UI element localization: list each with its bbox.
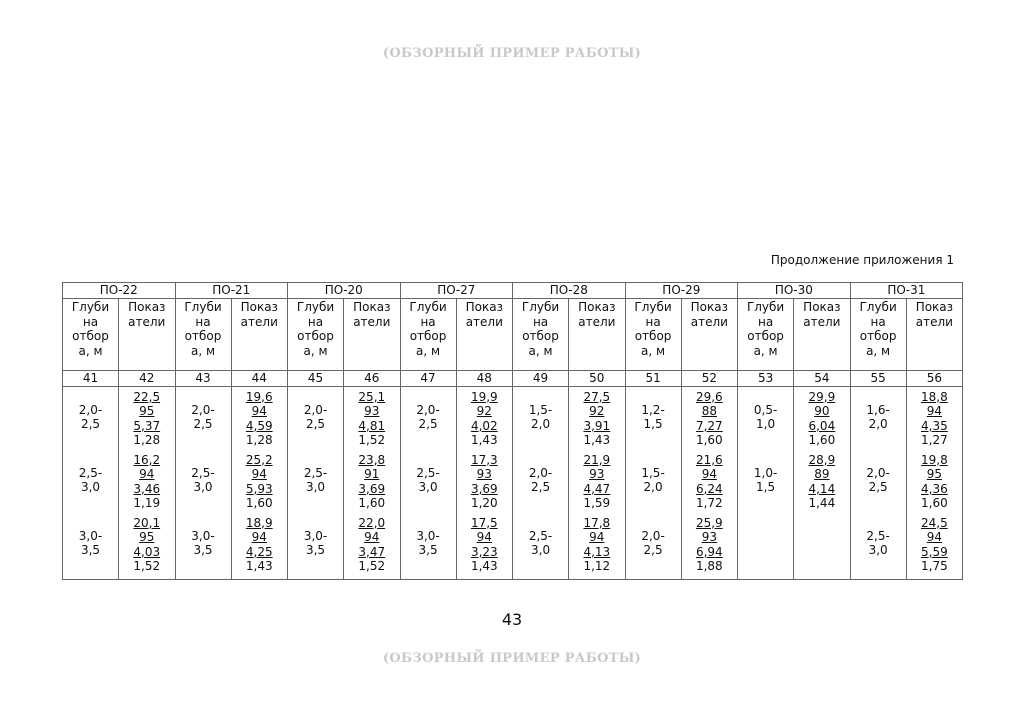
values-cell (344, 386, 401, 579)
indicators-header-line: Показ (915, 300, 954, 314)
indicators-header-line: Показ (803, 300, 841, 314)
indicator-value: 19,9 (470, 389, 498, 404)
depth-header-line: отбор (522, 329, 559, 343)
depth-cell (288, 386, 344, 579)
depth-header-line: а, м (78, 343, 103, 358)
indicator-values (121, 390, 173, 453)
indicator-values (459, 516, 511, 579)
depth-value: 3,5 (80, 543, 101, 557)
indicator-values (459, 453, 511, 516)
depth-header-line: на (757, 314, 774, 329)
indicator-value: 3,69 (358, 481, 386, 496)
indicators-header-line: атели (240, 314, 278, 329)
indicator-value: 6,94 (695, 544, 723, 559)
depth-value: 2,0- (528, 465, 553, 480)
depth-value: 1,5- (528, 402, 553, 417)
indicator-value: 5,93 (245, 481, 273, 496)
indicator-value: 3,47 (358, 544, 386, 559)
depth-header (288, 299, 344, 371)
indicators-header-line: Показ (465, 300, 503, 314)
indicator-value: 1,43 (583, 433, 611, 447)
station-name: ПО-31 (850, 283, 963, 299)
depth-value: 2,5- (416, 465, 440, 480)
indicators-header-line: атели (353, 314, 391, 329)
indicators-header-line: Показ (240, 300, 278, 314)
depth-value: 2,5 (643, 543, 663, 557)
depth-value: 2,0- (191, 402, 215, 417)
indicator-value: 22,0 (358, 515, 386, 530)
values-cell (569, 386, 626, 579)
depth-header-line: на (195, 314, 211, 329)
depth-value: 1,5- (641, 465, 665, 480)
indicator-values (459, 390, 511, 453)
column-number: 48 (456, 371, 513, 387)
depth-interval (515, 390, 566, 453)
indicators-header-line: Показ (578, 300, 616, 314)
indicator-value: 21,6 (695, 452, 723, 467)
depth-value: 2,0 (531, 417, 551, 431)
indicator-values (796, 390, 848, 453)
depth-value: 3,0 (193, 480, 213, 494)
indicator-value: 1,60 (808, 433, 836, 447)
indicator-value: 4,35 (921, 418, 948, 433)
indicator-value: 91 (364, 467, 380, 481)
station-name: ПО-22 (63, 283, 176, 299)
depth-value: 2,0- (303, 402, 328, 417)
depth-header-line: на (307, 314, 324, 329)
depth-interval (290, 390, 341, 453)
depth-value: 3,0 (305, 480, 326, 494)
values-cell (231, 386, 288, 579)
indicator-value: 4,14 (808, 481, 836, 496)
indicators-header-line: Показ (690, 300, 729, 314)
indicators-header-line: атели (128, 314, 166, 329)
depth-header-line: отбор (184, 329, 222, 343)
depth-header-line: а, м (416, 343, 441, 358)
indicator-value: 94 (926, 530, 942, 544)
indicators-header-line: атели (578, 314, 616, 329)
indicator-value: 94 (701, 467, 717, 481)
depth-header (513, 299, 569, 371)
indicator-value: 23,8 (358, 452, 386, 467)
indicators-header (569, 299, 626, 371)
depth-value: 3,0- (191, 528, 215, 543)
depth-header-line: Глуби (71, 300, 110, 314)
indicator-values (346, 453, 398, 516)
depth-header (738, 299, 794, 371)
depth-cell (850, 386, 906, 579)
column-number: 56 (906, 371, 963, 387)
depth-interval (65, 516, 116, 579)
depth-value: 3,0 (531, 543, 551, 557)
depth-header-line: а, м (303, 343, 328, 358)
indicator-value: 4,59 (245, 418, 273, 433)
depth-value: 2,0- (866, 465, 890, 480)
depth-interval (853, 390, 904, 453)
depth-header (850, 299, 906, 371)
indicator-value: 94 (139, 467, 155, 481)
indicator-value: 19,8 (921, 452, 948, 467)
indicator-value: 6,24 (695, 481, 723, 496)
indicator-value: 1,52 (358, 433, 386, 447)
column-number: 44 (231, 371, 288, 387)
depth-header-line: отбор (409, 329, 447, 343)
indicator-value: 1,12 (583, 559, 611, 573)
depth-header-line: отбор (72, 329, 109, 343)
indicator-value: 4,81 (358, 418, 386, 433)
depth-header (400, 299, 456, 371)
indicator-value: 93 (589, 467, 605, 481)
indicator-value: 94 (926, 404, 942, 418)
station-name: ПО-27 (400, 283, 513, 299)
indicator-value: 22,5 (133, 389, 161, 404)
indicators-header (456, 299, 513, 371)
indicator-value: 1,60 (358, 496, 386, 510)
indicators-header-line: атели (690, 314, 728, 329)
depth-header-line: Глуби (409, 300, 447, 314)
station-header-row (63, 283, 963, 299)
depth-value: 1,5 (643, 417, 663, 431)
indicator-values (684, 390, 736, 453)
indicator-value: 1,43 (245, 559, 273, 573)
depth-value: 2,5- (78, 465, 103, 480)
column-number-row (63, 371, 963, 387)
depth-interval (515, 516, 566, 579)
indicator-value: 94 (251, 404, 267, 418)
indicator-value: 24,5 (921, 515, 948, 530)
depth-interval (740, 453, 791, 516)
depth-value: 2,5 (305, 417, 326, 431)
depth-value: 3,0- (303, 528, 328, 543)
indicator-value: 1,75 (921, 559, 948, 573)
depth-header-line: а, м (866, 343, 891, 358)
indicator-values (909, 453, 961, 516)
indicator-values (234, 390, 286, 453)
indicator-value: 29,6 (695, 389, 723, 404)
indicators-header (794, 299, 851, 371)
indicator-value: 1,52 (133, 559, 161, 573)
depth-value: 0,5- (753, 402, 778, 417)
depth-value: 2,0 (868, 417, 888, 431)
indicator-value: 95 (926, 467, 942, 481)
column-number: 49 (513, 371, 569, 387)
depth-header-line: Глуби (296, 300, 335, 314)
soil-data-table-container (62, 282, 962, 580)
column-number: 43 (175, 371, 231, 387)
indicator-value: 18,8 (921, 389, 948, 404)
indicators-header (681, 299, 738, 371)
indicators-header-line: Показ (353, 300, 391, 314)
indicator-value: 3,69 (470, 481, 498, 496)
column-number: 42 (119, 371, 176, 387)
depth-interval (853, 453, 904, 516)
indicator-value: 90 (814, 404, 830, 418)
depth-interval (628, 453, 679, 516)
indicator-values (909, 390, 961, 453)
depth-header-line: на (82, 314, 99, 329)
depth-header-line: на (645, 314, 661, 329)
indicator-value: 1,60 (245, 496, 273, 510)
depth-interval (740, 390, 791, 453)
indicator-value: 27,5 (583, 389, 611, 404)
depth-header-line: на (532, 314, 549, 329)
indicator-value: 1,88 (695, 559, 723, 573)
depth-header (625, 299, 681, 371)
depth-interval (403, 516, 454, 579)
depth-header (63, 299, 119, 371)
indicator-value: 94 (251, 530, 267, 544)
station-name: ПО-20 (288, 283, 401, 299)
depth-interval (65, 453, 116, 516)
depth-value: 3,0- (78, 528, 103, 543)
indicator-value: 1,28 (245, 433, 273, 447)
indicator-values (121, 453, 173, 516)
depth-cell (738, 386, 794, 579)
page-number: 43 (501, 610, 523, 629)
indicator-value: 17,8 (583, 515, 611, 530)
indicator-value: 1,44 (808, 496, 836, 510)
indicator-value: 1,59 (583, 496, 611, 510)
indicator-value: 5,59 (921, 544, 948, 559)
depth-header-line: отбор (634, 329, 672, 343)
depth-value: 3,0- (416, 528, 440, 543)
data-row (63, 386, 963, 579)
depth-value: 2,5- (528, 528, 553, 543)
values-cell (456, 386, 513, 579)
indicator-value: 16,2 (133, 452, 161, 467)
depth-value: 2,5- (191, 465, 215, 480)
column-header-row (63, 299, 963, 371)
depth-header-line: отбор (859, 329, 897, 343)
station-name: ПО-30 (738, 283, 851, 299)
depth-value: 3,0 (868, 543, 888, 557)
depth-cell (400, 386, 456, 579)
depth-cell (513, 386, 569, 579)
depth-interval (853, 516, 904, 579)
depth-value: 2,0- (78, 402, 103, 417)
indicators-header (231, 299, 288, 371)
depth-value: 2,5 (531, 480, 551, 494)
indicator-value: 4,47 (583, 481, 611, 496)
indicators-header-line: атели (465, 314, 503, 329)
indicator-value: 88 (701, 404, 717, 418)
depth-interval (403, 453, 454, 516)
depth-interval (178, 390, 229, 453)
depth-value: 1,0- (753, 465, 778, 480)
depth-interval (178, 453, 229, 516)
indicator-value: 3,46 (133, 481, 161, 496)
depth-interval (290, 516, 341, 579)
indicator-value: 6,04 (808, 418, 836, 433)
column-number: 54 (794, 371, 851, 387)
indicator-values (121, 516, 173, 579)
station-name: ПО-29 (625, 283, 738, 299)
depth-header-line: отбор (747, 329, 784, 343)
depth-header-line: а, м (641, 343, 666, 358)
depth-value: 3,0 (418, 480, 438, 494)
depth-value: 2,5 (868, 480, 888, 494)
station-name: ПО-28 (513, 283, 626, 299)
indicator-value: 94 (364, 530, 380, 544)
depth-value: 2,5 (80, 417, 101, 431)
indicator-values (684, 453, 736, 516)
station-name: ПО-21 (175, 283, 288, 299)
depth-header-line: Глуби (521, 300, 560, 314)
indicator-value: 7,27 (695, 418, 723, 433)
depth-value: 1,2- (641, 402, 665, 417)
column-number: 55 (850, 371, 906, 387)
indicator-value: 29,9 (808, 389, 836, 404)
indicator-value: 3,23 (470, 544, 498, 559)
column-number: 50 (569, 371, 626, 387)
indicator-value: 25,9 (695, 515, 723, 530)
depth-value: 3,0 (80, 480, 101, 494)
indicator-value: 1,72 (695, 496, 723, 510)
depth-header-line: а, м (528, 343, 553, 358)
depth-interval (515, 453, 566, 516)
depth-value: 2,5 (418, 417, 438, 431)
indicator-value: 25,1 (358, 389, 386, 404)
depth-value: 2,0- (416, 402, 440, 417)
appendix-caption: Продолжение приложения 1 (770, 253, 954, 267)
column-number: 52 (681, 371, 738, 387)
indicator-value: 1,19 (133, 496, 161, 510)
indicator-value: 17,3 (470, 452, 498, 467)
indicator-value: 93 (476, 467, 492, 481)
column-number: 45 (288, 371, 344, 387)
depth-header-line: а, м (190, 343, 216, 358)
indicator-value: 4,36 (921, 481, 948, 496)
indicator-value: 4,02 (470, 418, 498, 433)
watermark-top: (ОБЗОРНЫЙ ПРИМЕР РАБОТЫ) (382, 46, 642, 61)
depth-header-line: на (870, 314, 886, 329)
depth-cell (625, 386, 681, 579)
indicator-values (234, 453, 286, 516)
indicator-values (571, 516, 623, 579)
depth-value: 2,5- (303, 465, 328, 480)
depth-value: 3,5 (193, 543, 213, 557)
indicator-value: 1,27 (921, 433, 948, 447)
indicators-header (344, 299, 401, 371)
indicator-value: 1,52 (358, 559, 386, 573)
indicator-value: 4,03 (133, 544, 161, 559)
depth-value: 3,5 (305, 543, 326, 557)
indicator-value: 95 (139, 530, 155, 544)
indicator-values (346, 390, 398, 453)
indicator-value: 1,43 (470, 433, 498, 447)
depth-header-line: Глуби (634, 300, 672, 314)
depth-interval (65, 390, 116, 453)
indicator-value: 94 (589, 530, 605, 544)
indicators-header-line: атели (915, 314, 953, 329)
indicator-value: 4,13 (583, 544, 611, 559)
indicator-value: 1,28 (133, 433, 161, 447)
indicator-value: 89 (814, 467, 830, 481)
depth-header (175, 299, 231, 371)
depth-value: 1,0 (756, 417, 776, 431)
indicators-header (906, 299, 963, 371)
indicator-values (909, 516, 961, 579)
indicator-value: 1,20 (470, 496, 498, 510)
indicator-value: 17,5 (470, 515, 498, 530)
indicator-value: 1,60 (695, 433, 723, 447)
indicator-value: 19,6 (245, 389, 273, 404)
depth-value: 3,5 (418, 543, 438, 557)
values-cell (681, 386, 738, 579)
indicator-value: 94 (476, 530, 492, 544)
values-cell (119, 386, 176, 579)
soil-data-table (62, 282, 963, 580)
values-cell (906, 386, 963, 579)
indicator-values (571, 453, 623, 516)
column-number: 53 (738, 371, 794, 387)
depth-interval (628, 516, 679, 579)
depth-value: 2,0- (641, 528, 665, 543)
indicator-values (684, 516, 736, 579)
depth-cell (175, 386, 231, 579)
indicator-value: 92 (589, 404, 605, 418)
depth-header-line: на (420, 314, 436, 329)
depth-header-line: Глуби (184, 300, 222, 314)
depth-value: 2,0 (643, 480, 663, 494)
column-number: 41 (63, 371, 119, 387)
indicators-header-line: атели (803, 314, 841, 329)
indicator-value: 18,9 (245, 515, 273, 530)
indicator-values (796, 453, 848, 516)
depth-interval (178, 516, 229, 579)
indicator-value: 95 (139, 404, 155, 418)
depth-value: 2,5 (193, 417, 213, 431)
depth-cell (63, 386, 119, 579)
depth-value: 2,5- (866, 528, 890, 543)
indicator-values (346, 516, 398, 579)
depth-interval (403, 390, 454, 453)
indicator-value: 94 (251, 467, 267, 481)
depth-header-line: отбор (297, 329, 334, 343)
watermark-bottom: (ОБЗОРНЫЙ ПРИМЕР РАБОТЫ) (382, 651, 642, 666)
indicator-value: 1,60 (921, 496, 948, 510)
depth-header-line: Глуби (859, 300, 897, 314)
indicators-header-line: Показ (128, 300, 166, 314)
values-cell (794, 386, 851, 579)
depth-interval (628, 390, 679, 453)
depth-header-line: а, м (753, 343, 778, 358)
indicator-value: 25,2 (245, 452, 273, 467)
indicator-value: 4,25 (245, 544, 273, 559)
column-number: 47 (400, 371, 456, 387)
depth-interval (290, 453, 341, 516)
indicator-values (234, 516, 286, 579)
indicator-value: 20,1 (133, 515, 161, 530)
indicator-value: 3,91 (583, 418, 611, 433)
indicator-value: 93 (364, 404, 380, 418)
indicator-value: 93 (701, 530, 717, 544)
indicator-value: 5,37 (133, 418, 161, 433)
depth-value: 1,6- (866, 402, 890, 417)
column-number: 51 (625, 371, 681, 387)
indicator-value: 1,43 (470, 559, 498, 573)
indicator-value: 21,9 (583, 452, 611, 467)
indicators-header (119, 299, 176, 371)
column-number: 46 (344, 371, 401, 387)
indicator-value: 28,9 (808, 452, 836, 467)
indicator-value: 92 (476, 404, 492, 418)
indicator-values (571, 390, 623, 453)
depth-value: 1,5 (756, 480, 776, 494)
depth-header-line: Глуби (746, 300, 785, 314)
